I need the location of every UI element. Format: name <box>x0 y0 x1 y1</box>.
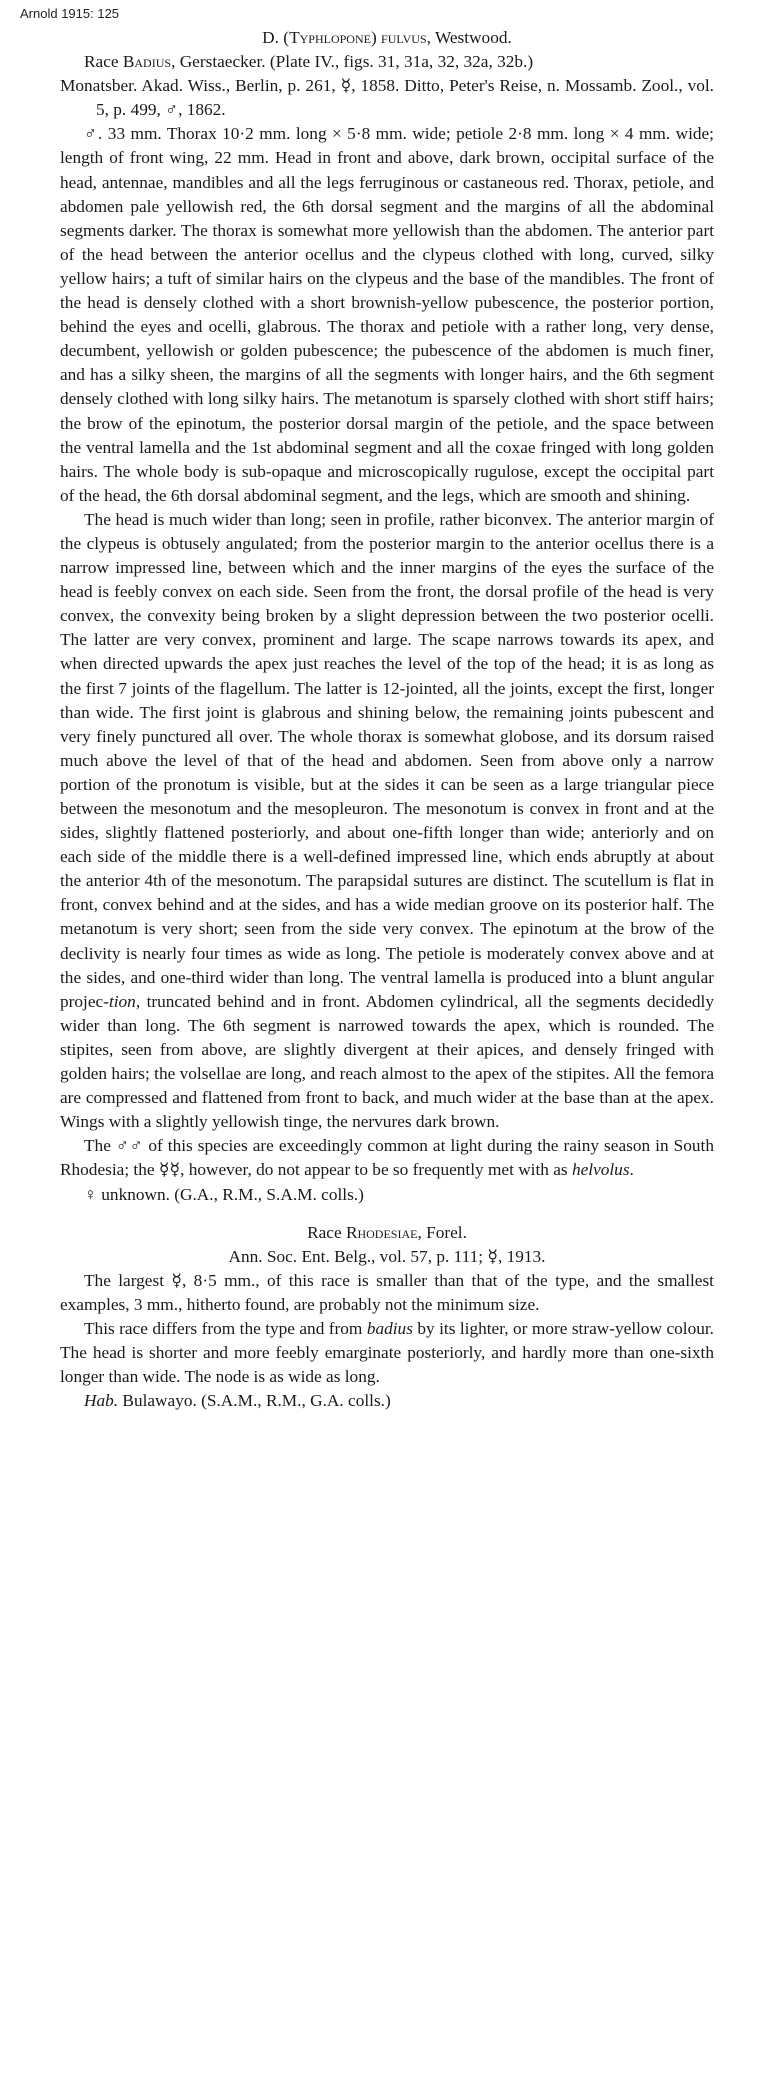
species-ref-helvolus: helvolus <box>571 1160 630 1180</box>
race-rhodesiae-heading: Race Rhodesiae, Forel. <box>307 1222 467 1242</box>
document-body <box>60 26 714 1413</box>
size-paragraph: The largest ☿, 8·5 mm., of this race is smaller than that of the type, and the smallest examples, 3 mm., hitherto found, are probably not the minimum size. <box>60 1270 714 1314</box>
section-divider <box>60 1207 714 1221</box>
species-heading: D. (Typhlopone) fulvus, Westwood. <box>262 28 512 47</box>
race-name: Rhodesiae <box>345 1222 418 1242</box>
reference-badius: Monatsber. Akad. Wiss., Berlin, p. 261, ☿, 1858. Ditto, Peter's Reise, n. Mossamb. Zool., vol. 5, p. 499, ♂, 1862. <box>60 76 714 120</box>
race-name: Badius <box>122 52 172 72</box>
species-ref-badius: badius <box>366 1318 413 1338</box>
differences-paragraph: This race differs from the type and from badius by its lighter, or more straw-yellow colour. The head is shorter and more feebly emarginate posteriorly, and hardly more than one-sixth longer than wide. The node is as wide as long. <box>60 1318 715 1387</box>
subgenus-name: Typhlopone <box>289 28 371 47</box>
species-name: fulvus <box>381 28 427 47</box>
male-description-paragraph: ♂. 33 mm. Thorax 10·2 mm. long × 5·8 mm. wide; petiole 2·8 mm. long × 4 mm. wide; length of front wing, 22 mm. Head in front and above, dark brown, occipital surface of the head, antennae, mandibles and all the legs ferruginous or castaneous red. Thorax, petiole, and abdomen pale yellowish red, the 6th dorsal segment and the margins of all the abdominal segments darker. The thorax is somewhat more yellowish than the abdomen. The anterior part of the head between the anterior ocellus and the clypeus clothed with long, curved, silky yellow hairs; a tuft of similar hairs on the clypeus and the base of the mandibles. The front of the head is densely clothed with a short brownish-yellow pubescence, the posterior portion, behind the eyes and ocelli, glabrous. The thorax and petiole with a rather long, very dense, decumbent, yellowish or golden pubescence; the pubescence of the abdomen is much finer, and has a silky sheen, the margins of all the segments with longer hairs, and the 6th segment densely clothed with long silky hairs. The metanotum is sparsely clothed with short stiff hairs; the brow of the epinotum, the posterior dorsal margin of the petiole, and the space between the ventral lamella and the 1st abdominal segment and all the coxae fringed with long golden hairs. The whole body is sub-opaque and microscopically rugulose, except the occipital part of the head, the 6th dorsal abdominal segment, and the legs, which are smooth and shining. <box>60 124 714 505</box>
habitat-label: Hab. <box>84 1391 119 1411</box>
head-description-paragraph: The head is much wider than long; seen in profile, rather biconvex. The anterior margin of the clypeus is obtusely angulated; from the posterior margin to the anterior ocellus there is a narrow impressed line, between which and the inner margins of the eyes the surface of the head is feebly convex on each side. Seen from the front, the dorsal profile of the head is very convex, the convexity being broken by a slight depression between the two posterior ocelli. The latter are very convex, prominent and large. The scape narrows towards its apex, and when directed upwards the apex just reaches the level of the top of the head; it is as long as the first 7 joints of the flagellum. The latter is 12-jointed, all the joints, except the first, longer than wide. The first joint is glabrous and shining below, the remaining joints pubescent and very finely punctured all over. The whole thorax is somewhat globose, and its dorsum raised much above the level of that of the head and abdomen. Seen from above only a narrow portion of the pronotum is visible, but at the sides it can be seen as a large triangular piece between the mesonotum and the mesopleuron. The mesonotum is convex in front and at the sides, slightly flattened posteriorly, and about one-fifth longer than wide; anteriorly and on each side of the middle there is a well-defined impressed line, which ends abruptly at about the anterior 4th of the mesonotum. The parapsidal sutures are distinct. The scutellum is flat in front, convex behind and at the sides, and has a wide median groove on its posterior half. The metanotum is very short; seen from the side very convex. The epinotum at the brow of the declivity is nearly four times as wide as long. The petiole is moderately convex above and at the sides, and one-third wider than long. The ventral lamella is produced into a blunt angular projec-tion, truncated behind and in front. Abdomen cylindrical, all the segments decidedly wider than long. The 6th segment is narrowed towards the apex, which is rounded. The stipites, seen from above, are slightly divergent at their apices, and densely fringed with golden hairs; the volsellae are long, and reach almost to the apex of the stipites. All the femora are compressed and flattened from front to back, and much wider at the base than at the apex. Wings with a slightly yellowish tinge, the nervures dark brown. <box>60 509 714 1132</box>
distribution-paragraph: The ♂♂ of this species are exceedingly common at light during the rainy season in South Rhodesia; the ☿☿, however, do not appear to be so frequently met with as helvolus. <box>60 1136 714 1180</box>
female-unknown-line: ♀ unknown. (G.A., R.M., S.A.M. colls.) <box>84 1184 364 1204</box>
page-reference: Arnold 1915: 125 <box>20 6 120 21</box>
race-badius-heading: Race Badius, Gerstaecker. (Plate IV., figs. 31, 31a, 32, 32a, 32b.) <box>84 52 534 72</box>
reference-rhodesiae: Ann. Soc. Ent. Belg., vol. 57, p. 111; ☿, 1913. <box>228 1246 546 1266</box>
habitat-line: Hab. Bulawayo. (S.A.M., R.M., G.A. colls.) <box>84 1391 391 1411</box>
